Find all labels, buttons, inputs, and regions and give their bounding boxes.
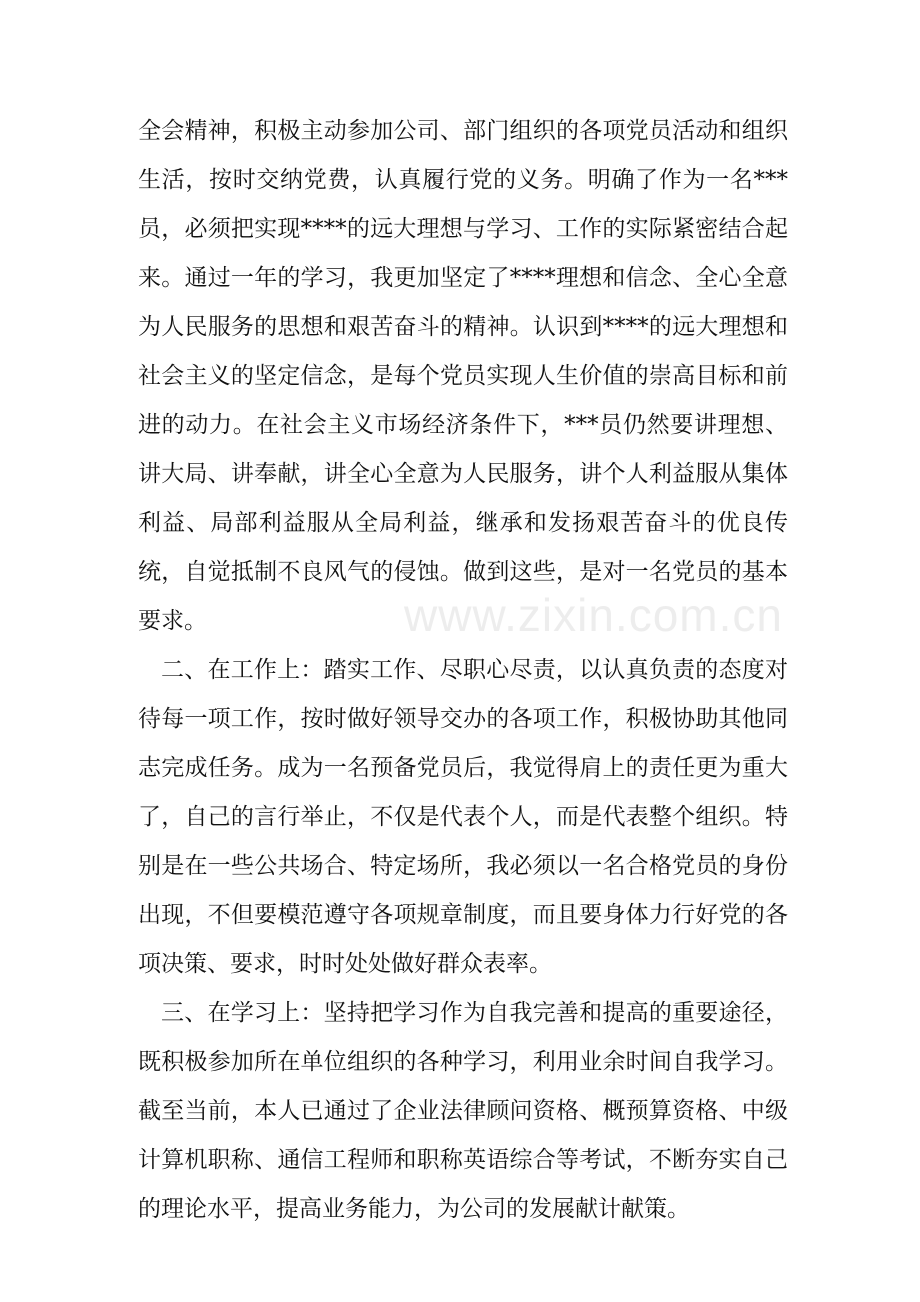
paragraph-work: 二、在工作上：踏实工作、尽职心尽责，以认真负责的态度对待每一项工作，按时做好领导交办的各项工作，积极协助其他同志完成任务。成为一名预备党员后，我觉得肩上的责任更为重大了，自己的言行举止，不仅是代表个人，而是代表整个组织。特别是在一些公共场合、特定场所，我必须以一名合格党员的身份出现，不但要模范遵守各项规章制度，而且要身体力行好党的各项决策、要求，时时处处做好群众表率。 [138,657,788,977]
document-body [138,107,788,1234]
paragraph-study: 三、在学习上：坚持把学习作为自我完善和提高的重要途径，既积极参加所在单位组织的各种学习，利用业余时间自我学习。截至当前，本人已通过了企业法律顾问资格、概预算资格、中级计算机职称、通信工程师和职称英语综合等考试，不断夯实自己的理论水平，提高业务能力，为公司的发展献计献策。 [138,1000,788,1222]
paragraph-continuation: 全会精神，积极主动参加公司、部门组织的各项党员活动和组织生活，按时交纳党费，认真履行党的义务。明确了作为一名***员，必须把实现****的远大理想与学习、工作的实际紧密结合起来。通过一年的学习，我更加坚定了****理想和信念、全心全意为人民服务的思想和艰苦奋斗的精神。认识到****的远大理想和社会主义的坚定信念，是每个党员实现人生价值的崇高目标和前进的动力。在社会主义市场经济条件下，***员仍然要讲理想、讲大局、讲奉献，讲全心全意为人民服务，讲个人利益服从集体利益、局部利益服从全局利益，继承和发扬艰苦奋斗的优良传统，自觉抵制不良风气的侵蚀。做到这些，是对一名党员的基本要求。 [138,118,788,634]
watermark: www.zixin.com.cn [404,589,783,641]
